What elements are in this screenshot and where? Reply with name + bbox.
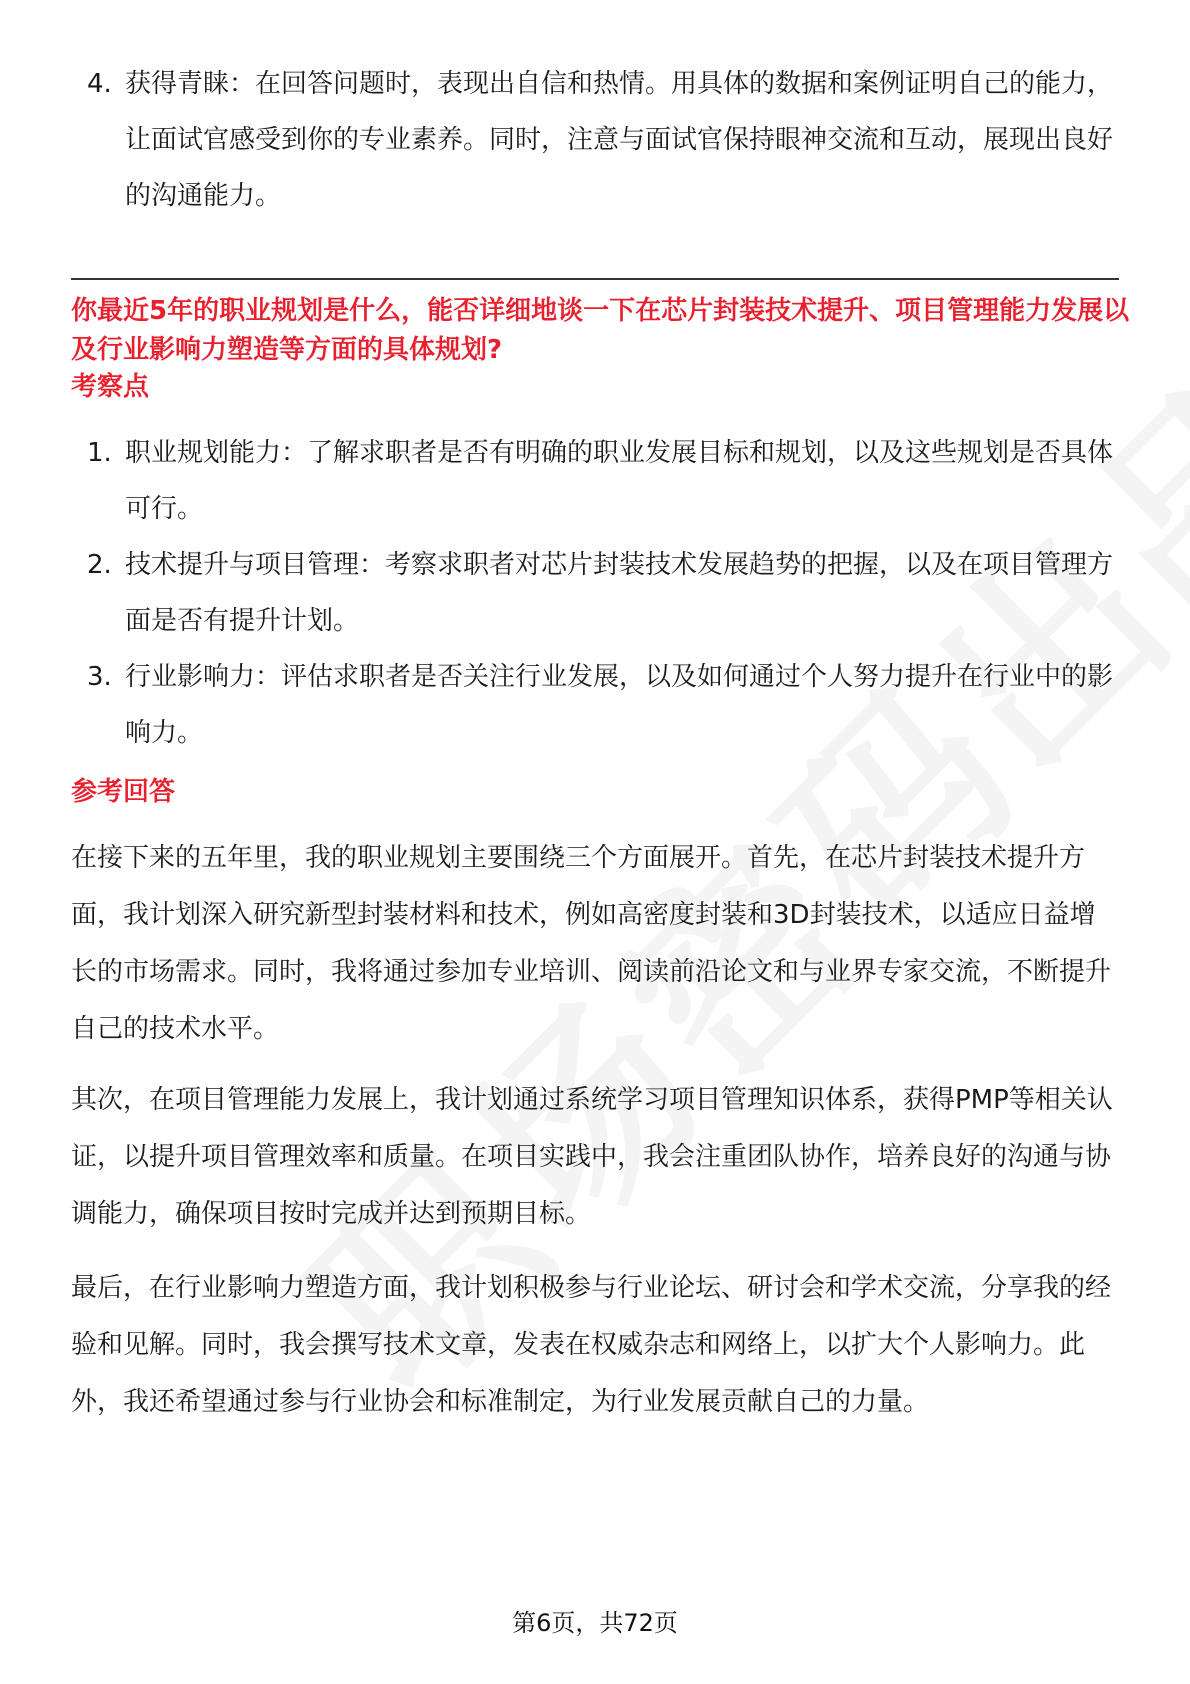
list-item bbox=[71, 649, 1119, 761]
list-item bbox=[71, 56, 1119, 224]
section-divider bbox=[71, 278, 1119, 280]
assessment-points-list bbox=[71, 425, 1119, 761]
continued-list bbox=[71, 56, 1119, 224]
page-number-footer: 第6页，共72页 bbox=[512, 1609, 678, 1637]
list-text: 获得青睐：在回答问题时，表现出自信和热情。用具体的数据和案例证明自己的能力，让面试官感受到你的专业素养。同时，注意与面试官保持眼神交流和互动，展现出良好的沟通能力。 bbox=[125, 69, 1114, 211]
list-text: 技术提升与项目管理：考察求职者对芯片封装技术发展趋势的把握，以及在项目管理方面是否有提升计划。 bbox=[125, 550, 1114, 636]
list-item bbox=[71, 537, 1119, 649]
list-number: 3. bbox=[87, 662, 112, 692]
answer-paragraph: 其次，在项目管理能力发展上，我计划通过系统学习项目管理知识体系，获得PMP等相关认证，以提升项目管理效率和质量。在项目实践中，我会注重团队协作，培养良好的沟通与协调能力，确保项目按时完成并达到预期目标。 bbox=[71, 1085, 1113, 1229]
assessment-points-heading: 考察点 bbox=[71, 372, 150, 402]
answer-paragraph: 最后，在行业影响力塑造方面，我计划积极参与行业论坛、研讨会和学术交流，分享我的经验和见解。同时，我会撰写技术文章，发表在权威杂志和网络上，以扩大个人影响力。此外，我还希望通过参与行业协会和标准制定，为行业发展贡献自己的力量。 bbox=[71, 1273, 1112, 1417]
list-text: 行业影响力：评估求职者是否关注行业发展，以及如何通过个人努力提升在行业中的影响力。 bbox=[125, 662, 1114, 748]
list-number: 2. bbox=[87, 550, 112, 580]
reference-answer-heading: 参考回答 bbox=[71, 777, 176, 807]
list-number: 1. bbox=[87, 438, 112, 468]
answer-paragraph: 在接下来的五年里，我的职业规划主要围绕三个方面展开。首先，在芯片封装技术提升方面，我计划深入研究新型封装材料和技术，例如高密度封装和3D封装技术，以适应日益增长的市场需求。同时，我将通过参加专业培训、阅读前沿论文和与业界专家交流，不断提升自己的技术水平。 bbox=[71, 843, 1112, 1044]
question-heading: 你最近5年的职业规划是什么，能否详细地谈一下在芯片封装技术提升、项目管理能力发展以及行业影响力塑造等方面的具体规划? bbox=[71, 296, 1130, 365]
list-item bbox=[71, 425, 1119, 537]
list-number: 4. bbox=[87, 69, 112, 99]
list-text: 职业规划能力：了解求职者是否有明确的职业发展目标和规划，以及这些规划是否具体可行。 bbox=[125, 438, 1114, 524]
